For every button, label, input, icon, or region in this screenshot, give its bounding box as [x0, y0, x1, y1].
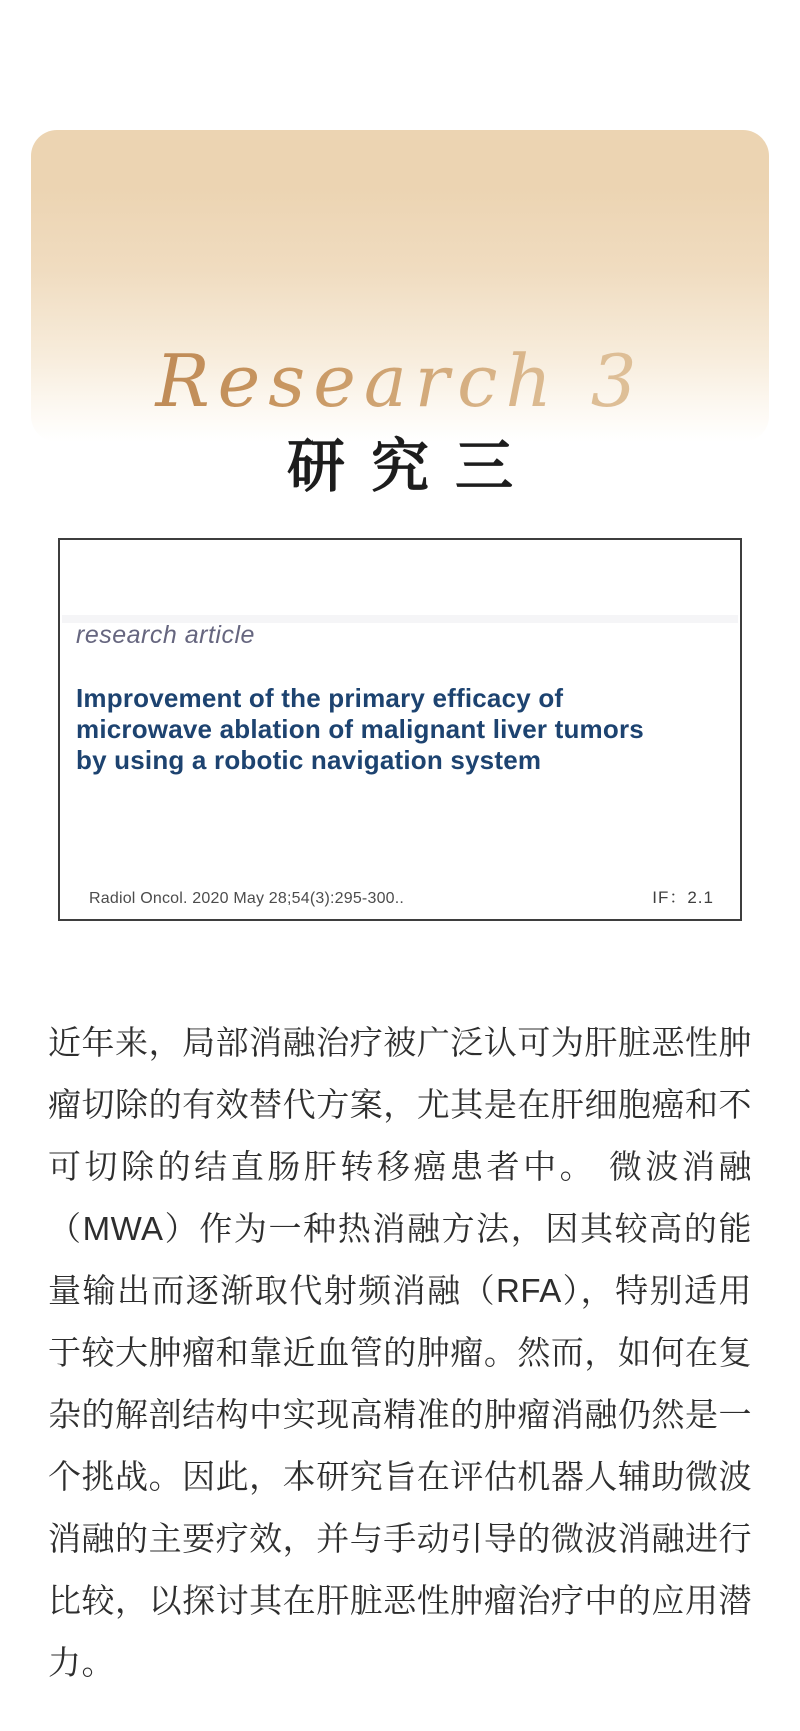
article-citation: Radiol Oncol. 2020 May 28;54(3):295-300..	[89, 890, 405, 907]
article-title	[76, 683, 730, 776]
article-card	[58, 538, 742, 921]
article-meta-row	[89, 883, 714, 908]
article-category-label: research article	[76, 621, 255, 649]
article-title-line: Improvement of the primary efficacy of	[76, 683, 564, 713]
article-title-line: microwave ablation of malignant liver tumors	[76, 714, 644, 744]
summary-paragraph: 近年来，局部消融治疗被广泛认可为肝脏恶性肿瘤切除的有效替代方案，尤其是在肝细胞癌和不可切除的结直肠肝转移癌患者中。 微波消融（MWA）作为一种热消融方法，因其较高的能量输出而逐渐取代射频消融（RFA），特别适用于较大肿瘤和靠近血管的肿瘤。然而，如何在复杂的解剖结构中实现高精准的肿瘤消融仍然是一个挑战。因此，本研究旨在评估机器人辅助微波消融的主要疗效，并与手动引导的微波消融进行比较，以探讨其在肝脏恶性肿瘤治疗中的应用潜力。	[48, 1024, 752, 1681]
hero-title-chinese: 研究三	[286, 432, 539, 500]
hero-title-english: Research 3	[31, 345, 769, 417]
hero-banner	[31, 130, 769, 500]
impact-factor-badge: IF：2.1	[652, 888, 714, 907]
article-title-line: by using a robotic navigation system	[76, 745, 542, 775]
